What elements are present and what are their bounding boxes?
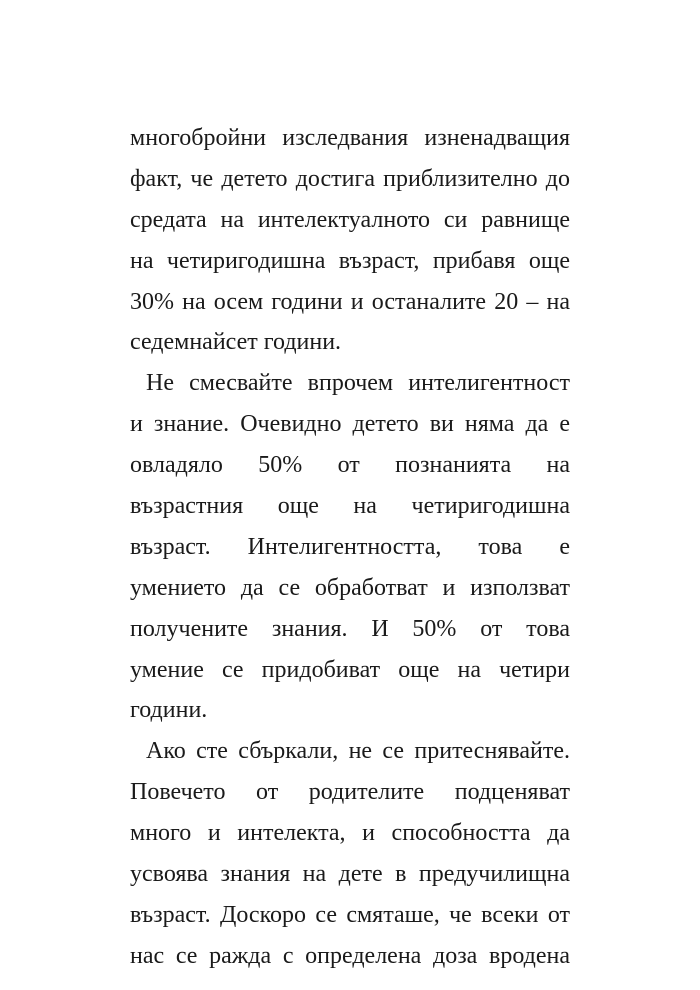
text-line: усвоява знания на дете в предучилищна: [130, 861, 570, 888]
text-line: умението да се обработват и използват: [130, 574, 570, 601]
text-line: овладяло 50% от познанията на: [130, 452, 570, 479]
paragraph: [130, 731, 570, 976]
text-line: години.: [130, 697, 208, 724]
text-line: Не смесвайте впрочем интелигентност: [146, 370, 570, 397]
text-line: нас се ражда с определена доза вродена: [130, 942, 570, 969]
text-line: Повечето от родителите подценяват: [130, 779, 570, 806]
text-line: Ако сте сбъркали, не се притеснявайте.: [146, 738, 570, 765]
text-line: и знание. Очевидно детето ви няма да е: [130, 411, 570, 438]
paragraph: [130, 118, 570, 363]
body-text: [130, 118, 570, 977]
text-line: възраст. Интелигентността, това е: [130, 533, 570, 560]
text-line: средата на интелектуалното си равнище: [130, 206, 570, 233]
paragraph: [130, 363, 570, 731]
text-line: получените знания. И 50% от това: [130, 615, 570, 642]
text-line: възрастния още на четиригодишна: [130, 493, 570, 520]
text-line: многобройни изследвания изненадващия: [130, 125, 570, 151]
text-line: умение се придобиват още на четири: [130, 656, 570, 683]
text-line: на четиригодишна възраст, прибавя още: [130, 247, 570, 274]
text-line: седемнайсет години.: [130, 329, 342, 356]
text-line: 30% на осем години и останалите 20 – на: [130, 288, 570, 315]
text-line: факт, че детето достига приблизително до: [130, 165, 570, 192]
text-line: много и интелекта, и способността да: [130, 820, 570, 847]
text-line: възраст. Доскоро се смяташе, че всеки от: [130, 901, 570, 928]
